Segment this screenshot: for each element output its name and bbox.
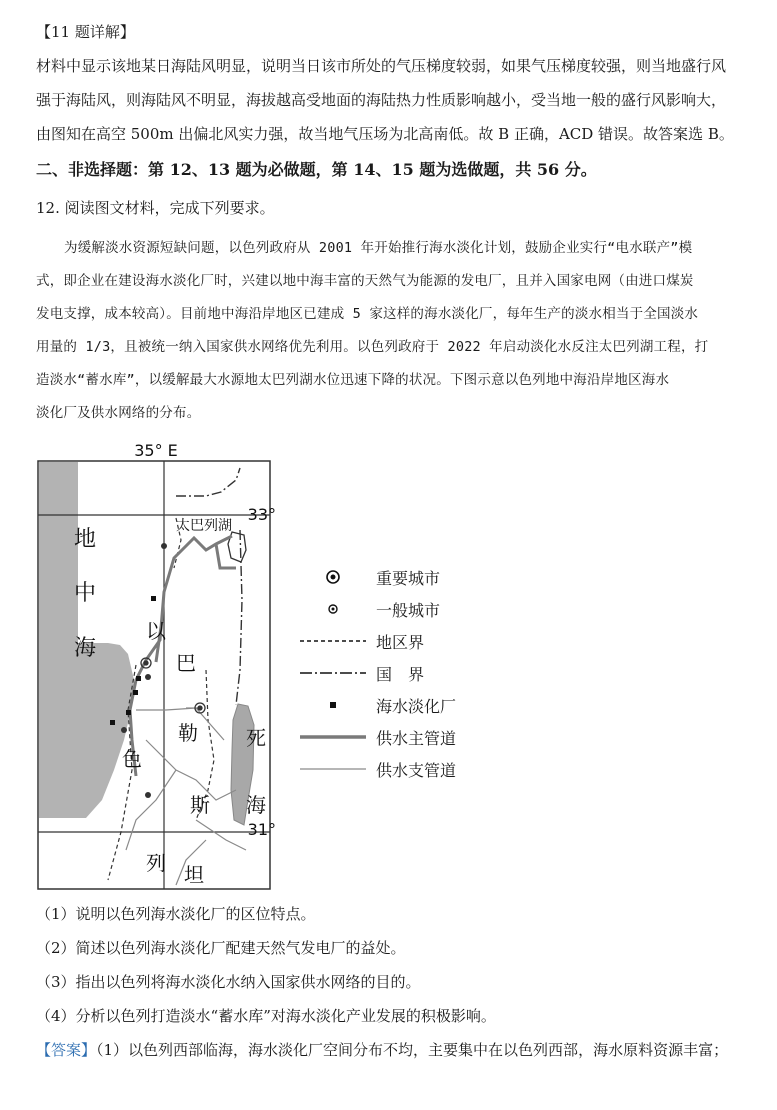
- sub-question-1: （1）说明以色列海水淡化厂的区位特点。: [36, 905, 316, 923]
- explanation-line-3: 由图知在高空 500m 出偏北风实力强，故当地气压场为北高南低。故 B 正确，ACD 错误。故答案选 B。: [36, 125, 734, 143]
- major-city-icon: [298, 565, 368, 589]
- section-tag: 【11 题详解】: [36, 23, 135, 41]
- region-boundary-icon: [298, 629, 368, 653]
- answer-line: [36, 1040, 728, 1060]
- legend-branch-pipeline: [298, 754, 456, 784]
- israel-map: [36, 440, 276, 890]
- legend-label-region-boundary: 地区界: [376, 632, 425, 652]
- national-boundary-icon: [298, 661, 368, 685]
- legend-label-city: 一般城市: [376, 600, 441, 620]
- legend-label-branch-pipeline: 供水支管道: [376, 760, 457, 780]
- legend-label-major-city: 重要城市: [376, 568, 441, 588]
- section-title: 二、非选择题：第 12、13 题为必做题，第 14、15 题为选做题，共 56 分。: [36, 160, 597, 179]
- longitude-label: 35° E: [134, 441, 178, 460]
- material-line-6: 淡化厂及供水网络的分布。: [36, 405, 201, 421]
- material-line-3: 发电支撑，成本较高）。目前地中海沿岸地区已建成 5 家这样的海水淡化厂，每年生产的淡水相当于全国淡水: [36, 306, 699, 322]
- answer-text: （1）以色列西部临海，海水淡化厂空间分布不均，主要集中在以色列西部，海水原料资源丰富；: [96, 1041, 729, 1059]
- sub-question-2: （2）简述以色列海水淡化厂配建天然气发电厂的益处。: [36, 939, 406, 957]
- palestine-char-4: 坦: [184, 863, 204, 887]
- palestine-char-3: 斯: [190, 793, 210, 817]
- explanation-line-2: 强于海陆风，则海陆风不明显，海拔越高受地面的海陆热力性质影响越小，受当地一般的盛行风影响大，: [36, 91, 727, 109]
- legend-national-boundary: [298, 658, 424, 688]
- israel-char-3: 列: [146, 851, 166, 875]
- palestine-char-2: 勒: [178, 721, 198, 745]
- legend-desalination-plant: [298, 690, 456, 720]
- legend-label-main-pipeline: 供水主管道: [376, 728, 457, 748]
- explanation-line-1: 材料中显示该地某日海陆风明显，说明当日该市所处的气压梯度较弱，如果气压梯度较强，则当地盛行风: [36, 57, 727, 75]
- material-line-4: 用量的 1/3，且被统一纳入国家供水网络优先利用。以色列政府于 2022 年启动淡化水反注太巴列湖工程，打: [36, 339, 709, 355]
- main-pipeline-icon: [298, 725, 368, 749]
- israel-char-2: 色: [122, 747, 142, 771]
- sea-blank-patch: [78, 462, 164, 514]
- palestine-char-1: 巴: [176, 651, 196, 675]
- israel-char-1: 以: [146, 619, 166, 643]
- legend-main-pipeline: [298, 722, 456, 752]
- legend-label-desalination-plant: 海水淡化厂: [376, 696, 457, 716]
- lat-33-label: 33°: [247, 505, 276, 524]
- branch-pipeline-icon: [298, 757, 368, 781]
- legend-city: [298, 594, 440, 624]
- legend-major-city: [298, 562, 440, 592]
- desalination-plant-icon: [298, 693, 368, 717]
- sea-char-1: 地: [74, 527, 97, 552]
- lat-31-label: 31°: [247, 820, 276, 839]
- dead-sea-char-2: 海: [246, 793, 266, 817]
- sub-question-4: （4）分析以色列打造淡水“蓄水库”对海水淡化产业发展的积极影响。: [36, 1007, 496, 1025]
- city-icon: [298, 597, 368, 621]
- material-line-2: 式，即企业在建设海水淡化厂时，兴建以地中海丰富的天然气为能源的发电厂，且并入国家电网（由进口煤炭: [36, 273, 694, 289]
- sea-char-3: 海: [74, 636, 97, 661]
- sea-char-2: 中: [74, 581, 97, 606]
- legend-label-national-boundary: 国 界: [376, 664, 425, 684]
- material-line-1: 为缓解淡水资源短缺问题，以色列政府从 2001 年开始推行海水淡化计划，鼓励企业实行“电水联产”模: [64, 240, 693, 256]
- sub-question-3: （3）指出以色列将海水淡化水纳入国家供水网络的目的。: [36, 973, 421, 991]
- dead-sea-char-1: 死: [246, 726, 266, 750]
- material-line-5: 造淡水“蓄水库”，以缓解最大水源地太巴列湖水位迅速下降的状况。下图示意以色列地中海沿岸地区海水: [36, 372, 670, 388]
- answer-tag: 【答案】: [36, 1041, 97, 1059]
- question-number: 12. 阅读图文材料，完成下列要求。: [36, 199, 275, 217]
- lake-label: 太巴列湖: [176, 518, 232, 534]
- legend-region-boundary: [298, 626, 424, 656]
